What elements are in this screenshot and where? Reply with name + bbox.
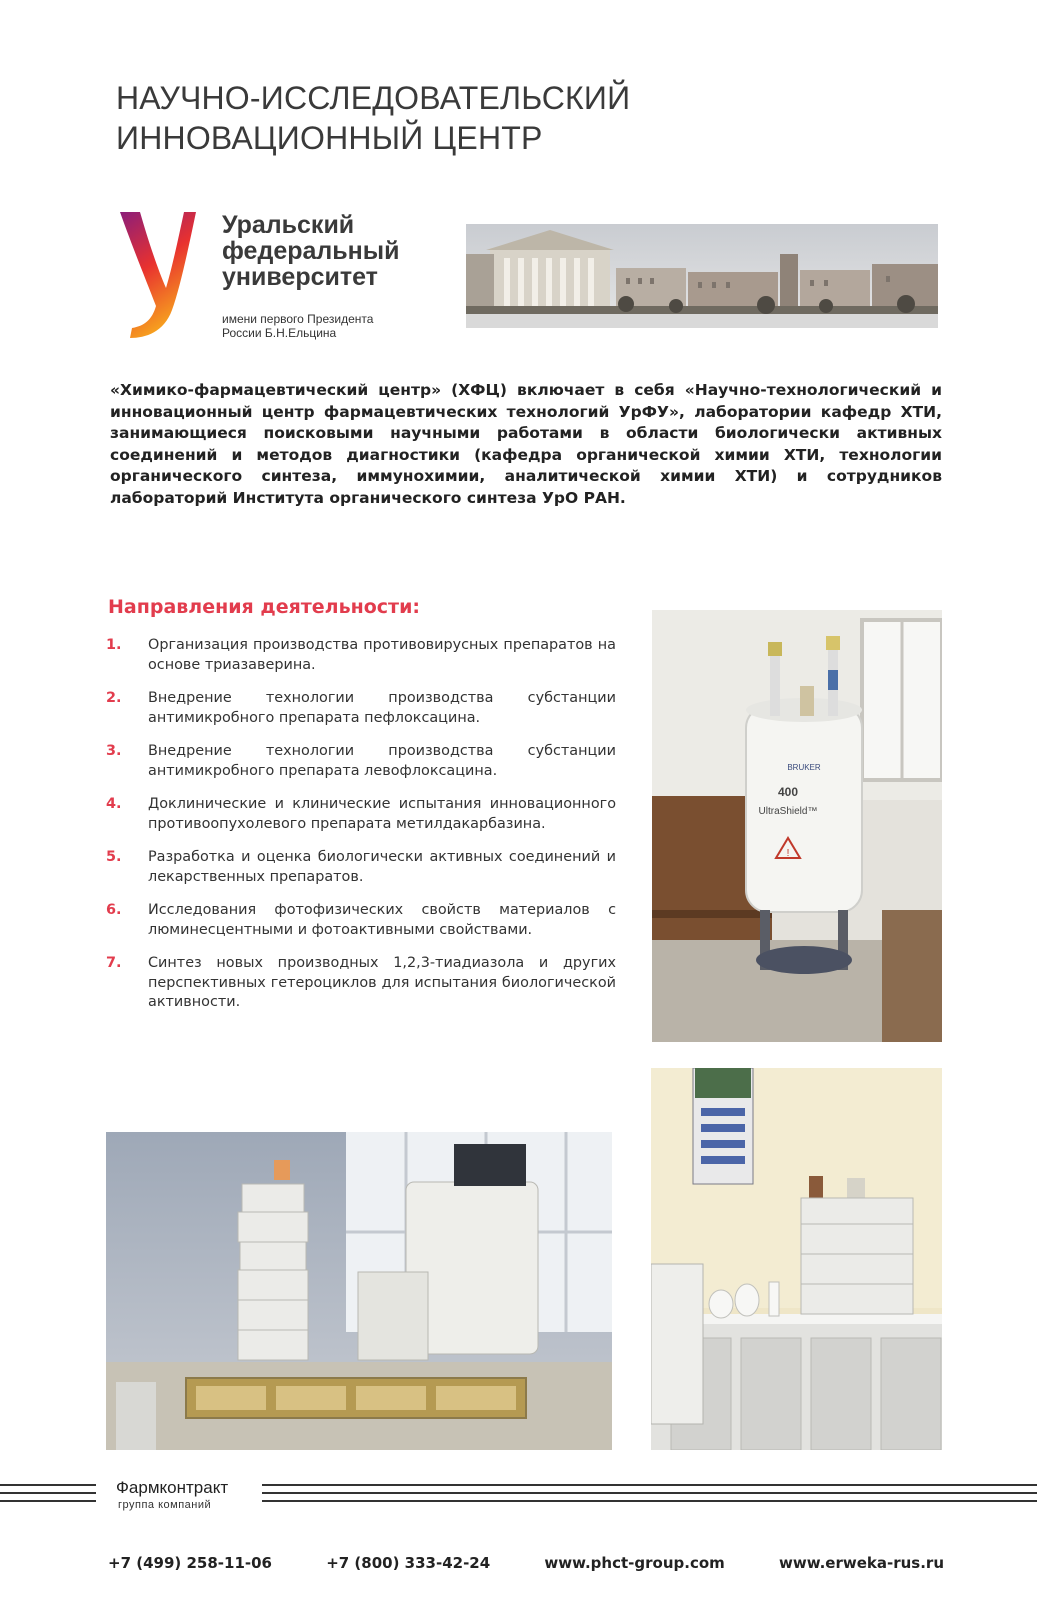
list-item-number: 7. <box>106 955 122 971</box>
directions-list <box>106 636 616 1027</box>
university-logo-icon <box>118 210 198 340</box>
list-item-text: Доклинические и клинические испытания инновационного противоопухолевого препарата метилдакарбазина. <box>148 796 616 832</box>
svg-text:!: ! <box>786 848 790 859</box>
list-item-number: 1. <box>106 637 122 653</box>
list-item-number: 5. <box>106 849 122 865</box>
list-item-text: Организация производства противовирусных препаратов на основе триазаверина. <box>148 637 616 673</box>
list-item-number: 3. <box>106 743 122 759</box>
list-item <box>106 901 616 940</box>
list-item-number: 2. <box>106 690 122 706</box>
footer-brand-subtitle: группа компаний <box>118 1499 212 1511</box>
university-subtitle-line-1: имени первого Президента <box>222 312 374 326</box>
title-line-1: НАУЧНО-ИССЛЕДОВАТЕЛЬСКИЙ <box>116 80 631 116</box>
list-item <box>106 689 616 728</box>
university-name-line-2: федеральный <box>222 237 400 265</box>
website-link-2[interactable]: www.erweka-rus.ru <box>778 1554 944 1572</box>
list-item <box>106 636 616 675</box>
directions-heading: Направления деятельности: <box>108 596 420 618</box>
list-item-text: Разработка и оценка биологически активных соединений и лекарственных препаратов. <box>148 849 616 885</box>
list-item-number: 4. <box>106 796 122 812</box>
nmr-label-model: 400 <box>777 785 799 799</box>
nmr-label-brand: BRUKER <box>787 763 821 772</box>
footer-contacts <box>108 1554 944 1572</box>
university-subtitle <box>222 312 373 340</box>
nmr-label-name: UltraShield™ <box>758 806 818 817</box>
university-building-photo <box>466 224 938 328</box>
footer-divider-left <box>0 1481 96 1511</box>
page-title <box>116 78 630 158</box>
list-item-text: Внедрение технологии производства субстанции антимикробного препарата левофлоксацина. <box>148 743 616 779</box>
list-item <box>106 954 616 1013</box>
university-name-line-3: университет <box>222 263 378 291</box>
university-name <box>222 212 399 290</box>
list-item <box>106 848 616 887</box>
nmr-spectrometer-photo <box>652 610 942 1042</box>
footer-brand-name: Фармконтракт <box>116 1478 229 1497</box>
list-item-text: Синтез новых производных 1,2,3-тиадиазола и других перспективных гетероциклов для испытания биологической активности. <box>148 955 616 1010</box>
website-link-1[interactable]: www.phct-group.com <box>544 1554 725 1572</box>
list-item <box>106 742 616 781</box>
university-name-line-1: Уральский <box>222 211 355 239</box>
title-line-2: ИННОВАЦИОННЫЙ ЦЕНТР <box>116 120 543 156</box>
list-item-number: 6. <box>106 902 122 918</box>
university-subtitle-line-2: России Б.Н.Ельцина <box>222 326 337 340</box>
footer-divider-right <box>262 1481 1037 1511</box>
list-item <box>106 795 616 834</box>
lab-equipment-photo <box>106 1132 612 1450</box>
phone-2[interactable]: +7 (800) 333-42-24 <box>326 1554 491 1572</box>
chromatography-lab-photo <box>651 1068 942 1450</box>
list-item-text: Исследования фотофизических свойств материалов с люминесцентными и фотоактивными свойствами. <box>148 902 616 938</box>
phone-1[interactable]: +7 (499) 258-11-06 <box>108 1554 272 1572</box>
list-item-text: Внедрение технологии производства субстанции антимикробного препарата пефлоксацина. <box>148 690 616 726</box>
intro-paragraph: «Химико-фармацевтический центр» (ХФЦ) включает в себя «Научно-технологический и инновационный центр фармацевтических технологий УрФУ», лаборатории кафедр ХТИ, занимающиеся поисковыми научными работами в области биологически активных соединений и методов диагностики (кафедра органической химии ХТИ, технологии органического синтеза, иммунохимии, аналитической химии ХТИ) и сотрудников лабораторий Института органического синтеза УрО РАН. <box>110 381 942 507</box>
